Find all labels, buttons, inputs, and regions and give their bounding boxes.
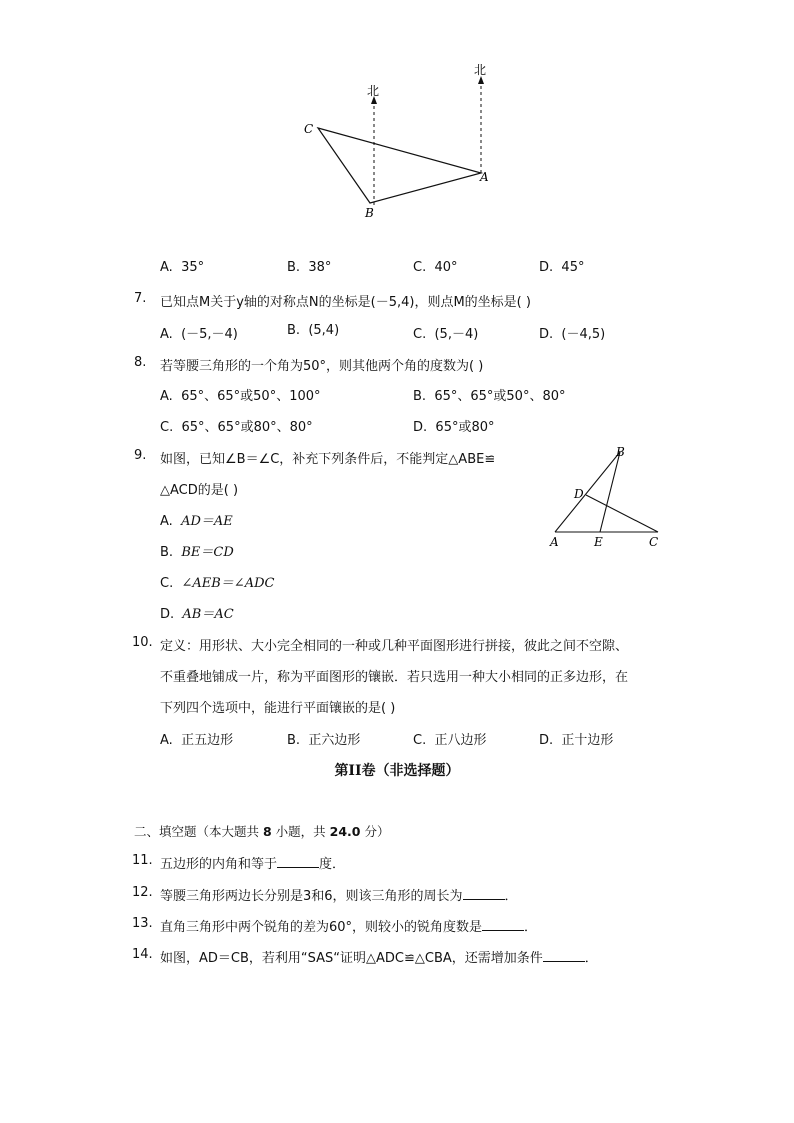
q9-stem-line1: 如图，已知∠B＝∠C，补充下列条件后，不能判定△ABE≌	[160, 452, 496, 467]
q10-option-d[interactable]: D. 正十边形	[539, 733, 614, 748]
vertex-label-a: A	[550, 535, 559, 549]
q7-option-b[interactable]: B. (5,4)	[287, 323, 340, 338]
triangle-abc	[318, 128, 481, 203]
figure-triangles-abe-acd	[540, 440, 670, 552]
q9-option-c[interactable]: C. ∠AEB＝∠ADC	[160, 576, 275, 591]
q10-option-c[interactable]: C. 正八边形	[413, 733, 487, 748]
north-label-right: 北	[474, 63, 487, 77]
north-label-left: 北	[367, 84, 380, 98]
volume2-title: 第II卷（非选择题）	[334, 763, 460, 779]
q9-option-b[interactable]: B. BE＝CD	[160, 545, 234, 560]
q14-answer-blank[interactable]	[543, 949, 585, 962]
vertex-label-b: B	[365, 206, 374, 220]
q8-option-b[interactable]: B. 65°、65°或50°、80°	[413, 389, 566, 404]
q9-stem-line2: △ACD的是( )	[160, 483, 239, 498]
q6-option-c[interactable]: C. 40°	[413, 260, 458, 275]
north-arrow-right-icon	[478, 76, 484, 84]
q10-stem-line2: 不重叠地铺成一片，称为平面图形的镶嵌．若只选用一种大小相同的正多边形，在	[160, 670, 629, 685]
q6-option-b[interactable]: B. 38°	[287, 260, 332, 275]
q10-number: 10.	[132, 635, 153, 650]
q10-stem-line3: 下列四个选项中，能进行平面镶嵌的是( )	[160, 701, 396, 716]
vertex-label-b: B	[616, 445, 625, 459]
q7-option-c[interactable]: C. (5,－4)	[413, 327, 479, 342]
q13-stem: 直角三角形中两个锐角的差为60°，则较小的锐角度数是 ．	[160, 920, 538, 935]
q7-option-a[interactable]: A. (－5,－4)	[160, 327, 238, 342]
segment-dc	[586, 495, 658, 532]
q7-stem: 已知点M关于y轴的对称点N的坐标是(－5,4)，则点M的坐标是( )	[160, 295, 531, 310]
q14-number: 14.	[132, 947, 153, 962]
q9-option-a[interactable]: A. AD＝AE	[160, 514, 233, 529]
q11-answer-blank[interactable]	[277, 855, 319, 868]
q13-answer-blank[interactable]	[482, 918, 524, 931]
q7-number: 7.	[134, 291, 147, 306]
q13-number: 13.	[132, 916, 153, 931]
q9-option-d[interactable]: D. AB＝AC	[160, 607, 234, 622]
q10-stem-line1: 定义：用形状、大小完全相同的一种或几种平面图形进行拼接，彼此之间不空隙、	[160, 639, 629, 654]
figure-bearing-triangle	[290, 55, 510, 230]
vertex-label-a: A	[480, 170, 489, 184]
q10-option-a[interactable]: A. 正五边形	[160, 733, 234, 748]
q14-stem: 如图，AD＝CB，若利用“SAS“证明△ADC≌△CBA，还需增加条件 ．	[160, 951, 598, 966]
q7-option-d[interactable]: D. (－4,5)	[539, 327, 606, 342]
q8-stem: 若等腰三角形的一个角为50°，则其他两个角的度数为( )	[160, 359, 484, 374]
q12-number: 12.	[132, 885, 153, 900]
q8-number: 8.	[134, 355, 147, 370]
q8-option-a[interactable]: A. 65°、65°或50°、100°	[160, 389, 321, 404]
q8-option-d[interactable]: D. 65°或80°	[413, 420, 495, 435]
q11-stem: 五边形的内角和等于 度．	[160, 857, 346, 872]
q11-number: 11.	[132, 853, 153, 868]
q10-option-b[interactable]: B. 正六边形	[287, 733, 361, 748]
vertex-label-d: D	[574, 487, 584, 501]
part2-header: 二、填空题（本大题共 8 小题，共 24.0 分）	[134, 824, 390, 839]
q6-option-a[interactable]: A. 35°	[160, 260, 205, 275]
vertex-label-c: C	[304, 122, 314, 136]
vertex-label-e: E	[594, 535, 603, 549]
q12-answer-blank[interactable]	[463, 887, 505, 900]
q6-option-d[interactable]: D. 45°	[539, 260, 585, 275]
vertex-label-c: C	[649, 535, 659, 549]
q8-option-c[interactable]: C. 65°、65°或80°、80°	[160, 420, 313, 435]
q9-number: 9.	[134, 448, 147, 463]
q12-stem: 等腰三角形两边长分别是3和6，则该三角形的周长为 ．	[160, 889, 518, 904]
